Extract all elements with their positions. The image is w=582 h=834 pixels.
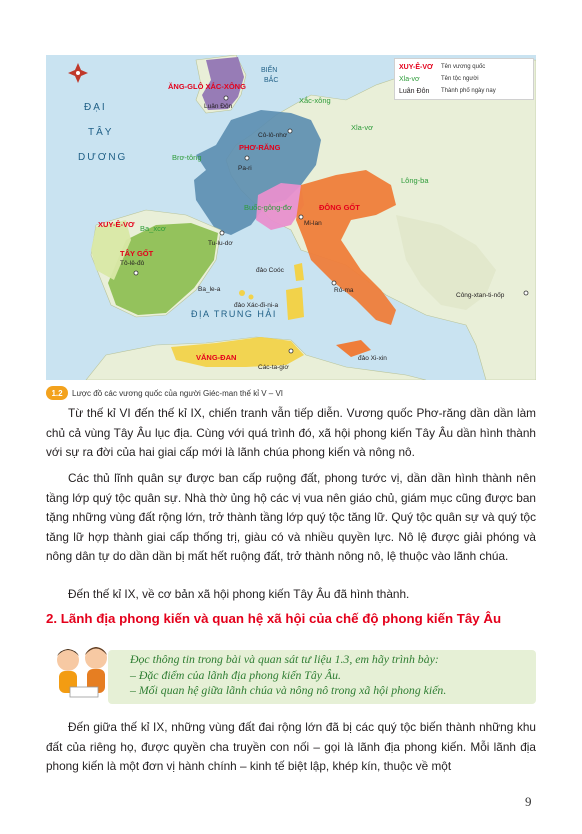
island-baleares: Ba_le-a [198, 286, 221, 293]
legend-row-city [399, 85, 529, 97]
island-sardinia: đảo Xác-đi-ni-a [234, 302, 279, 309]
ocean-label-3: DƯƠNG [78, 152, 128, 163]
city-dot [332, 281, 336, 285]
legend-key: Xla-vơ [399, 75, 420, 83]
kingdom-ostrogothic: ĐÔNG GỐT [319, 203, 360, 212]
people-bretons: Brơ-tông [172, 153, 202, 162]
city-toulouse: Tu-lu-dơ [208, 240, 233, 247]
historical-map [46, 55, 536, 380]
paragraph-4: Đến giữa thế kỉ IX, những vùng đất đai rộng lớn đã bị các quý tộc biến thành những khu đất của riêng họ, được quyền cha truyền con nối – gọi là lãnh địa phong kiến. Mỗi lãnh địa phong kiến là một đơn vị hành chính – kinh tế biệt lập, khép kín, thuộc về một [46, 720, 536, 773]
map-legend [394, 58, 534, 100]
section-heading: 2. Lãnh địa phong kiến và quan hệ xã hội của chế độ phong kiến Tây Âu [46, 611, 502, 626]
figure-number-badge: 1.2 [46, 386, 68, 400]
paragraph-1: Từ thế kỉ VI đến thế kỉ IX, chiến tranh vẫn tiếp diễn. Vương quốc Phơ-răng dần dần làm chủ cả vùng Tây Âu lục địa. Cùng với quá trình đó, xã hội phong kiến Tây Âu dần hình thành với sự ra đời của hai giai cấp mới là lãnh chúa phong kiến và nông nô. [46, 406, 536, 459]
city-toledo: Tô-lê-đô [120, 260, 145, 267]
city-milan: Mi-lan [304, 220, 322, 227]
city-dot [220, 231, 224, 235]
people-lombards: Lông-ba [401, 176, 429, 185]
figure-caption-text: Lược đồ các vương quốc của người Giéc-man thế kỉ V – VI [72, 388, 284, 398]
sea-north-label-2: BẮC [264, 77, 279, 84]
city-london: Luân Đôn [204, 103, 233, 110]
kingdom-vandal: VĂNG-ĐAN [196, 353, 237, 362]
legend-key: Luân Đôn [399, 87, 430, 95]
paragraph-2: Các thủ lĩnh quân sự được ban cấp ruộng đất, phong tước vị, dần dần hình thành nên tầng lớp quý tộc quân sự. Nhà thờ ủng hộ các vị vua nên giáo chủ, giám mục cũng được ban tặng những vùng đất rộng lớn, trở thành tầng lớp quý tộc tăng lữ. Quý tộc quân sự và quý tộc tăng lữ hợp thành giai cấp thống trị, giàu có và nhiều quyền lực. Nô lệ được giải phóng và nông dân tự do dần dần bị mất hết ruộng đất, trở thành nông nô, lệ thuộc vào lãnh chúa. [46, 471, 536, 563]
city-dot [524, 291, 528, 295]
task-item-1: – Đặc điểm của lãnh địa phong kiến Tây Âu. [130, 667, 341, 682]
island-sicily: đảo Xi-xin [358, 355, 387, 362]
city-dot [288, 129, 292, 133]
sardinia-island [286, 287, 304, 320]
city-dot [224, 96, 228, 100]
ocean-label-1: ĐẠI [84, 102, 107, 113]
city-cologne: Cô-lô-nhơ [258, 132, 288, 139]
people-saxons: Xắc-xông [299, 96, 331, 105]
kingdom-visigothic: TÂY GỐT [120, 249, 154, 258]
students-illustration-icon [46, 642, 126, 704]
balearic-island [239, 290, 245, 296]
task-box [46, 642, 536, 704]
city-dot [289, 349, 293, 353]
task-intro: Đọc thông tin trong bài và quan sát tư liệu 1.3, em hãy trình bày: [130, 652, 439, 666]
legend-row-kingdom [399, 61, 529, 73]
balearic-island [249, 295, 254, 300]
people-basques: Ba_xcơ [140, 224, 166, 233]
city-paris: Pa-ri [238, 165, 252, 172]
legend-desc: Tên tộc người [441, 76, 479, 82]
figure-caption [46, 386, 283, 400]
city-dot [245, 156, 249, 160]
legend-desc: Tên vương quốc [441, 64, 486, 70]
kingdom-burgundian: Buốc-gông-đơ [244, 203, 292, 212]
city-dot [134, 271, 138, 275]
ocean-label-2: TÂY [88, 127, 114, 138]
kingdom-suebi: XUY-Ê-VƠ [98, 220, 135, 229]
island-corsica: đảo Coóc [256, 267, 284, 274]
people-slavs: Xla-vơ [351, 123, 374, 132]
city-rome: Rô-ma [334, 287, 354, 294]
paragraph-3: Đến thế kỉ IX, về cơ bản xã hội phong kiến Tây Âu đã hình thành. [68, 587, 410, 601]
city-carthage: Các-ta-giơ [258, 364, 289, 371]
page-number: 9 [525, 794, 532, 809]
corsica-island [294, 263, 304, 281]
legend-desc: Thành phố ngày nay [441, 88, 496, 94]
map-svg [46, 55, 536, 380]
task-text [130, 652, 530, 699]
legend-key: XUY-Ê-VƠ [399, 63, 433, 71]
city-dot [299, 215, 303, 219]
legend-row-people [399, 73, 529, 85]
kingdom-frankish: PHƠ-RĂNG [239, 143, 281, 152]
vandal-region [171, 337, 304, 367]
sea-south-label: ĐỊA TRUNG HẢI [191, 309, 277, 319]
kingdom-anglo-saxon: ĂNG-GLÔ XẮC-XÔNG [168, 82, 246, 91]
sea-north-label-1: BIỂN [261, 67, 278, 74]
compass-rose-icon [68, 63, 88, 83]
city-constantinople: Công-xtan-ti-nốp [456, 292, 505, 299]
task-item-2: – Mối quan hệ giữa lãnh chúa và nông nô trong xã hội phong kiến. [130, 683, 447, 697]
